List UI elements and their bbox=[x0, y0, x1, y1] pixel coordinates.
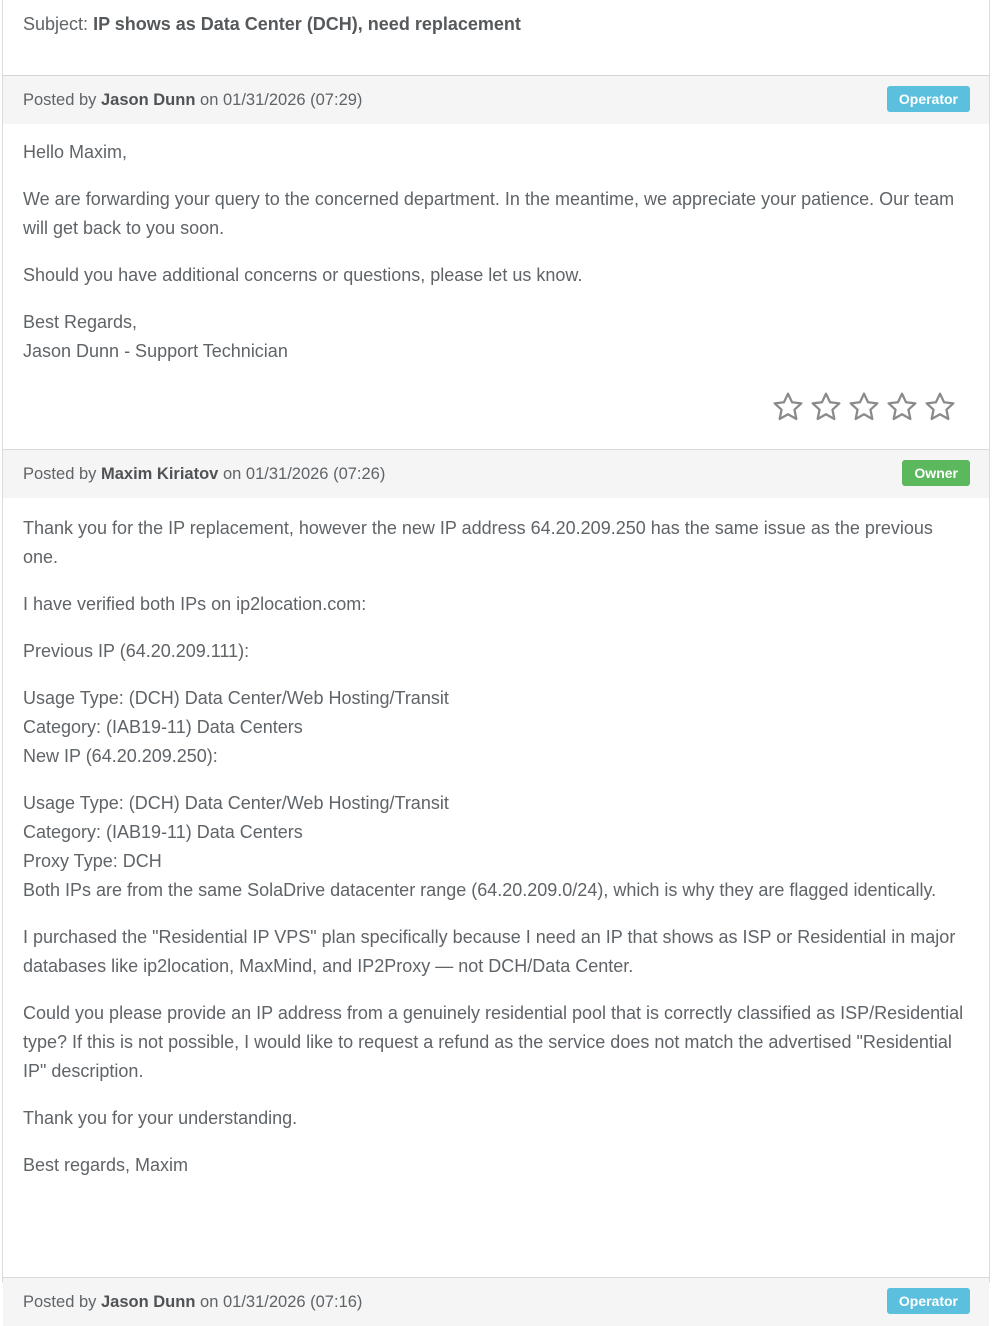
post-paragraph: We are forwarding your query to the concerned department. In the meantime, we appreciate your patience. Our team will get back to you soon. bbox=[23, 189, 955, 238]
post-author: Maxim Kiriatov bbox=[100, 465, 219, 483]
ticket-subject bbox=[3, 0, 989, 76]
detail-line: New IP (64.20.209.250): bbox=[23, 746, 218, 766]
post-paragraph: Hello Maxim, bbox=[23, 142, 128, 162]
posted-by-label: Posted by bbox=[23, 91, 97, 109]
post-paragraph: Could you please provide an IP address from a genuinely residential pool that is correctly classified as ISP/Residential type? If this is not possible, I would like to request a refund as the service does not match the advertised "Residential IP" description. bbox=[23, 1003, 964, 1081]
subject-text: IP shows as Data Center (DCH), need replacement bbox=[93, 14, 521, 34]
owner-badge: Owner bbox=[902, 460, 970, 486]
operator-badge: Operator bbox=[887, 86, 970, 112]
post-datetime: 01/31/2026 (07:29) bbox=[222, 91, 363, 109]
reply-post bbox=[3, 1277, 989, 1326]
ticket-thread bbox=[2, 0, 990, 1311]
post-body bbox=[3, 124, 989, 449]
on-label: on bbox=[200, 1293, 219, 1311]
reply-post bbox=[3, 76, 989, 449]
post-author: Jason Dunn bbox=[100, 1293, 196, 1311]
post-paragraph: Thank you for your understanding. bbox=[23, 1108, 298, 1128]
detail-line: Usage Type: (DCH) Data Center/Web Hosting/Transit bbox=[23, 688, 449, 708]
post-paragraph: Should you have additional concerns or questions, please let us know. bbox=[23, 265, 583, 285]
detail-line: Category: (IAB19-11) Data Centers bbox=[23, 822, 303, 842]
post-paragraph: I purchased the "Residential IP VPS" plan specifically because I need an IP that shows as ISP or Residential in major databases like ip2location, MaxMind, and IP2Proxy — not DCH/Data Center. bbox=[23, 927, 956, 976]
detail-line: Both IPs are from the same SolaDrive datacenter range (64.20.209.0/24), which is why they are flagged identically. bbox=[23, 880, 937, 900]
detail-line: Proxy Type: DCH bbox=[23, 851, 162, 871]
operator-badge: Operator bbox=[887, 1288, 970, 1314]
post-signature bbox=[23, 308, 969, 366]
on-label: on bbox=[222, 465, 242, 483]
post-body bbox=[3, 498, 989, 1277]
reply-post bbox=[3, 449, 989, 1277]
signature-line: Best Regards, bbox=[23, 312, 138, 332]
post-header bbox=[3, 1278, 989, 1326]
post-datetime: 01/31/2026 (07:16) bbox=[222, 1293, 363, 1311]
posted-by-label: Posted by bbox=[23, 465, 97, 483]
post-paragraph: I have verified both IPs on ip2location.com: bbox=[23, 594, 367, 614]
post-header bbox=[3, 76, 989, 124]
post-paragraph bbox=[23, 789, 969, 905]
post-paragraph: Best regards, Maxim bbox=[23, 1155, 189, 1175]
star-outline-icon[interactable] bbox=[771, 390, 805, 424]
post-paragraph bbox=[23, 684, 969, 771]
star-outline-icon[interactable] bbox=[923, 390, 957, 424]
star-outline-icon[interactable] bbox=[885, 390, 919, 424]
detail-line: Category: (IAB19-11) Data Centers bbox=[23, 717, 303, 737]
post-author: Jason Dunn bbox=[100, 91, 196, 109]
signature-line: Jason Dunn - Support Technician bbox=[23, 341, 288, 361]
on-label: on bbox=[200, 91, 219, 109]
post-paragraph: Thank you for the IP replacement, however the new IP address 64.20.209.250 has the same issue as the previous one. bbox=[23, 518, 933, 567]
posted-by-label: Posted by bbox=[23, 1293, 97, 1311]
star-outline-icon[interactable] bbox=[809, 390, 843, 424]
detail-line: Usage Type: (DCH) Data Center/Web Hosting/Transit bbox=[23, 793, 449, 813]
subject-label: Subject: bbox=[23, 14, 89, 34]
post-datetime: 01/31/2026 (07:26) bbox=[245, 465, 386, 483]
post-header bbox=[3, 450, 989, 498]
reply-rating bbox=[771, 390, 957, 424]
post-paragraph: Previous IP (64.20.209.111): bbox=[23, 641, 250, 661]
star-outline-icon[interactable] bbox=[847, 390, 881, 424]
